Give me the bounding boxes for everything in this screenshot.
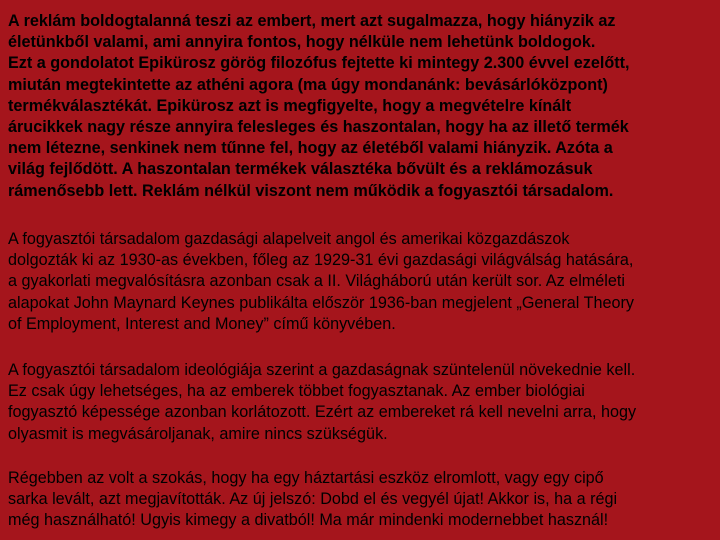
- text-line: Ez csak úgy lehetséges, ha az emberek többet fogyasztanak. Az ember biológiai: [8, 382, 585, 401]
- paragraph-advertising-epicurus: [8, 11, 716, 202]
- text-line: világ fejlődött. A haszontalan termékek választéka bővült és a reklámozásuk: [8, 160, 593, 179]
- text-line: alapokat John Maynard Keynes publikálta először 1936-ban megjelent „General Theory: [8, 293, 634, 312]
- text-line: of Employment, Interest and Money” című könyvében.: [8, 314, 396, 333]
- text-line: A fogyasztói társadalom gazdasági alapelveit angol és amerikai közgazdászok: [8, 230, 570, 248]
- text-line: még használható! Ugyis kimegy a divatból! Ma már mindenki modernebbet használ!: [8, 511, 609, 530]
- text-line: miután megtekintette az athéni agora (ma úgy mondanánk: bevásárlóközpont): [8, 75, 608, 94]
- text-line: fogyasztó képessége azonban korlátozott. Ezért az embereket rá kell nevelni arra, hogy: [8, 403, 637, 422]
- paragraph-economic-principles: [8, 229, 716, 335]
- text-line: a gyakorlati megvalósításra azonban csak a II. Világháború után került sor. Az elméleti: [8, 272, 625, 291]
- text-line: nem létezne, senkinek nem tűnne fel, hogy az életéből valami hiányzik. Azóta a: [8, 139, 613, 158]
- text-line: dolgozták ki az 1930-as években, főleg az 1929-31 évi gazdasági világválság hatására,: [8, 251, 634, 270]
- text-line: A reklám boldogtalanná teszi az embert, mert azt sugalmazza, hogy hiányzik az: [8, 12, 616, 30]
- text-line: olyasmit is megvásároljanak, amire nincs szükségük.: [8, 424, 388, 443]
- text-line: sarka levált, azt megjavították. Az új jelszó: Dobd el és vegyél újat! Akkor is, ha a régi: [8, 490, 618, 509]
- text-line: A fogyasztói társadalom ideológiája szerint a gazdaságnak szüntelenül növekednie kell.: [8, 361, 636, 379]
- paragraph-throwaway-culture: [8, 468, 716, 532]
- text-line: Régebben az volt a szokás, hogy ha egy háztartási eszköz elromlott, vagy egy cipő: [8, 469, 604, 487]
- text-line: rámenősebb lett. Reklám nélkül viszont nem működik a fogyasztói társadalom.: [8, 181, 614, 200]
- text-line: Ezt a gondolatot Epikürosz görög filozófus fejtette ki mintegy 2.300 évvel ezelőtt,: [8, 54, 630, 73]
- paragraph-ideology: [8, 360, 716, 445]
- text-line: termékválasztékát. Epikürosz azt is megfigyelte, hogy a megvételre kínált: [8, 96, 572, 115]
- text-line: életünkből valami, ami annyira fontos, hogy nélküle nem lehetünk boldogok.: [8, 33, 596, 52]
- text-line: árucikkek nagy része annyira felesleges és haszontalan, hogy ha az illető termék: [8, 118, 629, 137]
